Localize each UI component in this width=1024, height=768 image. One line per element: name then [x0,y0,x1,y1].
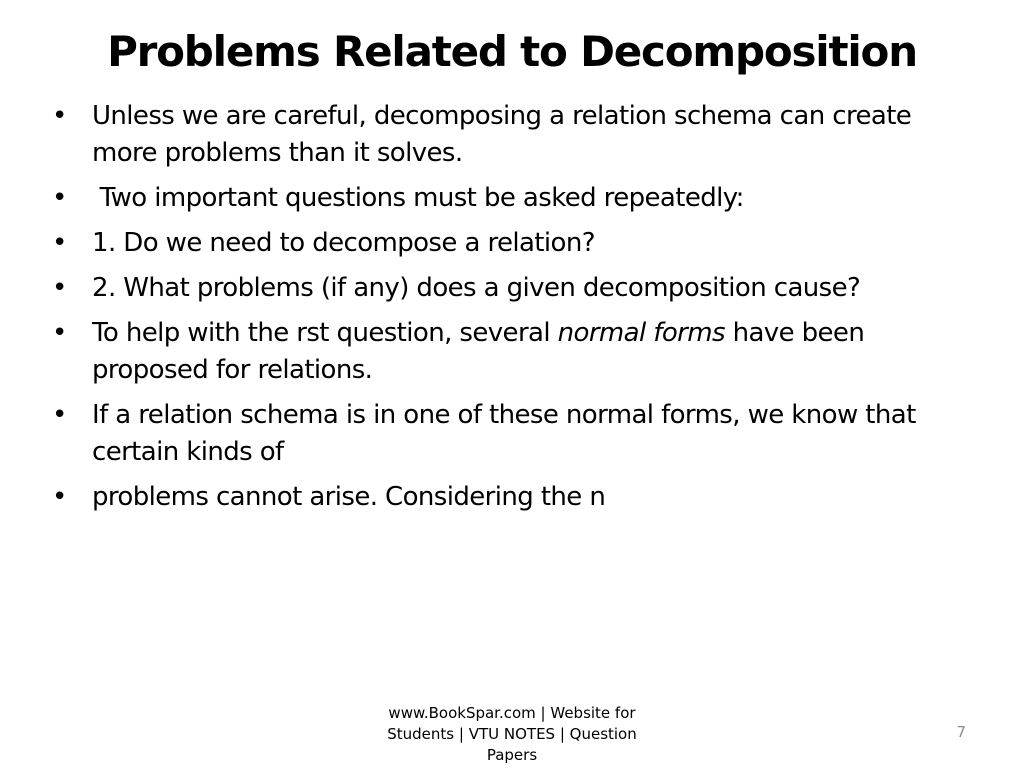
bullet-item [52,479,972,516]
bullet-emphasis: normal forms [557,318,725,348]
bullet-item [52,225,972,262]
bullet-text: 1. Do we need to decompose a relation? [92,228,595,258]
bullet-text: Two important questions must be asked repeatedly: [92,183,744,213]
page-number: 7 [956,723,966,741]
slide-footer: www.BookSpar.com | Website for Students | VTU NOTES | Question Papers [387,704,637,764]
bullet-text: 2. What problems (if any) does a given decomposition cause? [92,273,861,303]
bullet-list [52,98,972,524]
bullet-symbol: • [52,101,67,131]
bullet-symbol: • [52,183,67,213]
bullet-item [52,397,972,471]
bullet-text: problems cannot arise. Considering the n [92,482,606,512]
bullet-text: If a relation schema is in one of these normal forms, we know that certain kinds of [92,400,916,467]
bullet-symbol: • [52,318,67,348]
bullet-text-end: have been proposed for relations. [92,318,872,385]
bullet-item [52,315,972,389]
bullet-symbol: • [52,228,67,258]
bullet-symbol: • [52,400,67,430]
bullet-item [52,98,972,172]
bullet-text-start: To help with the rst question, several [92,318,558,348]
slide-title: Problems Related to Decomposition [107,27,917,76]
bullet-item [52,270,972,307]
bullet-text: Unless we are careful, decomposing a relation schema can create more problems than it solves. [92,101,912,168]
bullet-item [52,180,972,217]
bullet-symbol: • [52,273,67,303]
bullet-symbol: • [52,482,67,512]
